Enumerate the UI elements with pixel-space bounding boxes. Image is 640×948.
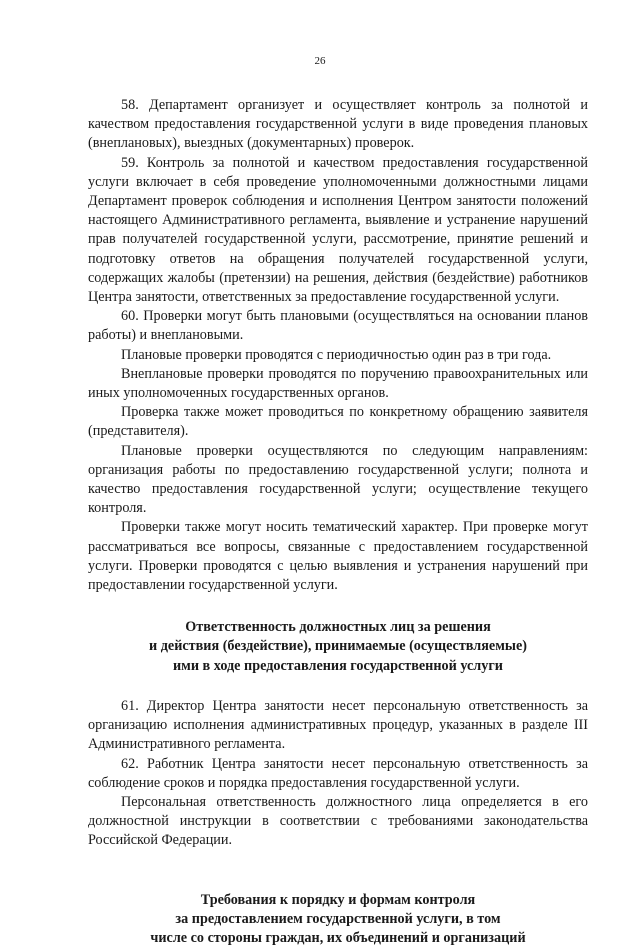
section-heading-control-requirements xyxy=(88,891,588,948)
heading-line: за предоставлением государственной услуги, в том xyxy=(175,910,501,927)
paragraph-personal-responsibility: Персональная ответственность должностного лица определяется в его должностной инструкции в соответствии с требованиями законодательства Российской Федерации. xyxy=(88,793,588,849)
paragraph-thematic-checks: Проверки также могут носить тематический характер. При проверке могут рассматриваться все вопросы, связанные с предоставлением государственной услуги. Проверки проводятся с целью выявления и устранения нарушений при предоставлении государственной услуги. xyxy=(88,519,588,594)
paragraph-59: 59. Контроль за полнотой и качеством предоставления государственной услуги включает в себя проведение уполномоченными должностными лицами Департамент проверок соблюдения и исполнения Центром занятости положений настоящего Административного регламента, выявление и устранение нарушений прав получателей государственной услуги, рассмотрение, принятие решений и подготовку ответов на обращения получателей государственной услуги, содержащих жалобы (претензии) на решения, действия (бездействие) работников Центра занятости, ответственных за предоставление государственной услуги. xyxy=(88,154,588,306)
paragraph-request-check: Проверка также может проводиться по конкретному обращению заявителя (представителя). xyxy=(88,404,588,440)
paragraph-planned-checks: Плановые проверки проводятся с периодичностью один раз в три года. xyxy=(121,346,552,363)
heading-line: Ответственность должностных лиц за решения xyxy=(185,619,491,636)
heading-line: ими в ходе предоставления государственной услуги xyxy=(173,657,503,674)
heading-line: Требования к порядку и формам контроля xyxy=(200,891,476,908)
paragraph-check-directions: Плановые проверки осуществляются по следующим направлениям: организация работы по предоставлению государственной услуги; полнота и качество предоставления государственной услуги; осуществление текущего контроля. xyxy=(88,442,588,517)
paragraph-60: 60. Проверки могут быть плановыми (осуществляться на основании планов работы) и внеплановыми. xyxy=(88,308,588,344)
paragraph-58: 58. Департамент организует и осуществляет контроль за полнотой и качеством предоставления государственной услуги в виде проведения плановых (внеплановых), выездных (документарных) проверок. xyxy=(88,97,588,152)
document-body xyxy=(88,96,588,948)
heading-line: числе со стороны граждан, их объединений и организаций xyxy=(150,929,526,946)
paragraph-62: 62. Работник Центра занятости несет персональную ответственность за соблюдение сроков и порядка предоставления государственной услуги. xyxy=(88,755,588,791)
page-number: 26 xyxy=(314,55,326,67)
heading-line: и действия (бездействие), принимаемые (осуществляемые) xyxy=(149,638,527,655)
paragraph-unplanned-checks: Внеплановые проверки проводятся по поручению правоохранительных или иных уполномоченных государственных органов. xyxy=(88,365,588,402)
paragraph-61: 61. Директор Центра занятости несет персональную ответственность за организацию исполнения административных процедур, указанных в разделе III Административного регламента. xyxy=(88,697,588,753)
section-heading-responsibility xyxy=(88,618,588,676)
